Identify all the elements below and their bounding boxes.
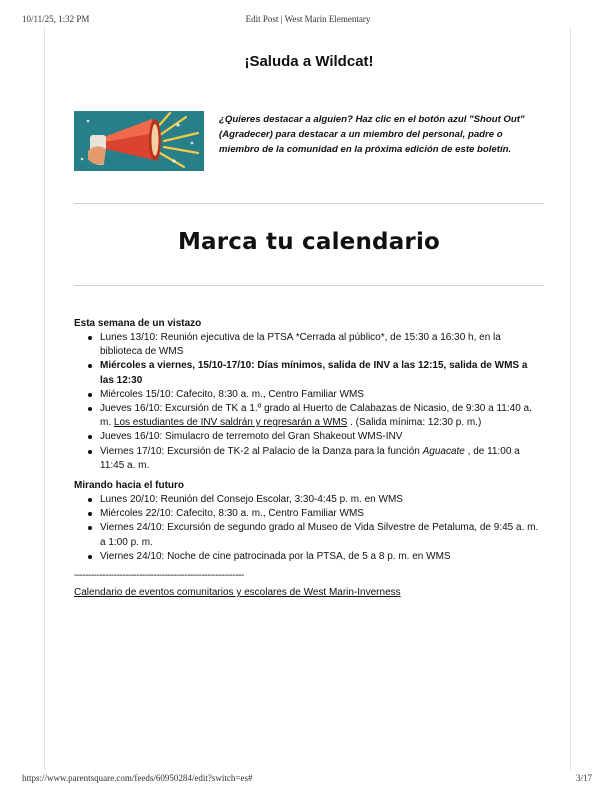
page-border-right — [570, 28, 571, 770]
shout-out-title: ¡Saluda a Wildcat! — [244, 53, 374, 70]
calendar-heading: Marca tu calendario — [177, 229, 441, 255]
list-item: Lunes 13/10: Reunión ejecutiva de la PTSA *Cerrada al público*, de 15:30 a 16:30 h, en la biblioteca de WMS — [74, 331, 544, 359]
print-title: Edit Post | West Marin Elementary — [245, 14, 371, 24]
list-item: Miércoles a viernes, 15/10-17/10: Días mínimos, salida de INV a las 12:15, salida de WMS a las 12:30 — [74, 359, 544, 387]
list-item-text: Jueves 16/10: Excursión de TK a 1.º grado al Huerto de Calabazas de Nicasio, de 9:30 a 11:40 a. m. — [100, 403, 532, 429]
divider — [74, 285, 544, 286]
list-item — [74, 402, 544, 430]
divider — [74, 203, 544, 204]
megaphone-illustration-icon — [74, 111, 204, 171]
week-event-list — [74, 331, 544, 473]
dashed-divider: ------------------------------------------------------------ — [74, 570, 244, 582]
list-item: Lunes 20/10: Reunión del Consejo Escolar, 3:30-4:45 p. m. en WMS — [74, 493, 544, 507]
list-item: Viernes 24/10: Excursión de segundo grado al Museo de Vida Silvestre de Petaluma, de 9:45 a. m. a 1:00 p. m. — [74, 521, 544, 549]
list-item: Miércoles 15/10: Cafecito, 8:30 a. m., Centro Familiar WMS — [74, 388, 544, 402]
print-url: https://www.parentsquare.com/feeds/60950284/edit?switch=es# — [22, 773, 253, 783]
print-date: 10/11/25, 1:32 PM — [22, 14, 90, 24]
list-item-text: Viernes 17/10: Excursión de TK-2 al Palacio de la Danza para la función — [100, 445, 423, 457]
list-item-underlined-text: Los estudiantes de INV saldrán y regresarán a WMS — [113, 417, 348, 429]
list-item-text: , de 11:00 a 11:45 a. m. — [100, 445, 520, 471]
list-item-italic-text: Aguacate — [422, 445, 465, 457]
future-section-title: Mirando hacia el futuro — [74, 480, 185, 492]
list-item-text: . (Salida mínima: 12:30 p. m.) — [347, 417, 482, 429]
list-item: Miércoles 22/10: Cafecito, 8:30 a. m., Centro Familiar WMS — [74, 507, 544, 521]
list-item: Viernes 24/10: Noche de cine patrocinada por la PTSA, de 5 a 8 p. m. en WMS — [74, 550, 544, 564]
page-border-left — [44, 28, 45, 770]
shout-out-instructions: ¿Quieres destacar a alguien? Haz clic en el botón azul "Shout Out" (Agradecer) para destacar a un miembro del personal, padre o miembro de la comunidad en la próxima edición de este boletín. — [219, 114, 525, 155]
week-section-title: Esta semana de un vistazo — [74, 318, 202, 329]
list-item: Jueves 16/10: Simulacro de terremoto del Gran Shakeout WMS-INV — [74, 430, 544, 444]
page-number: 3/17 — [575, 773, 592, 783]
list-item — [74, 445, 544, 473]
community-calendar-link[interactable]: Calendario de eventos comunitarios y escolares de West Marin-Inverness — [74, 587, 401, 599]
calendar-sections — [74, 317, 544, 600]
future-event-list — [74, 493, 544, 564]
